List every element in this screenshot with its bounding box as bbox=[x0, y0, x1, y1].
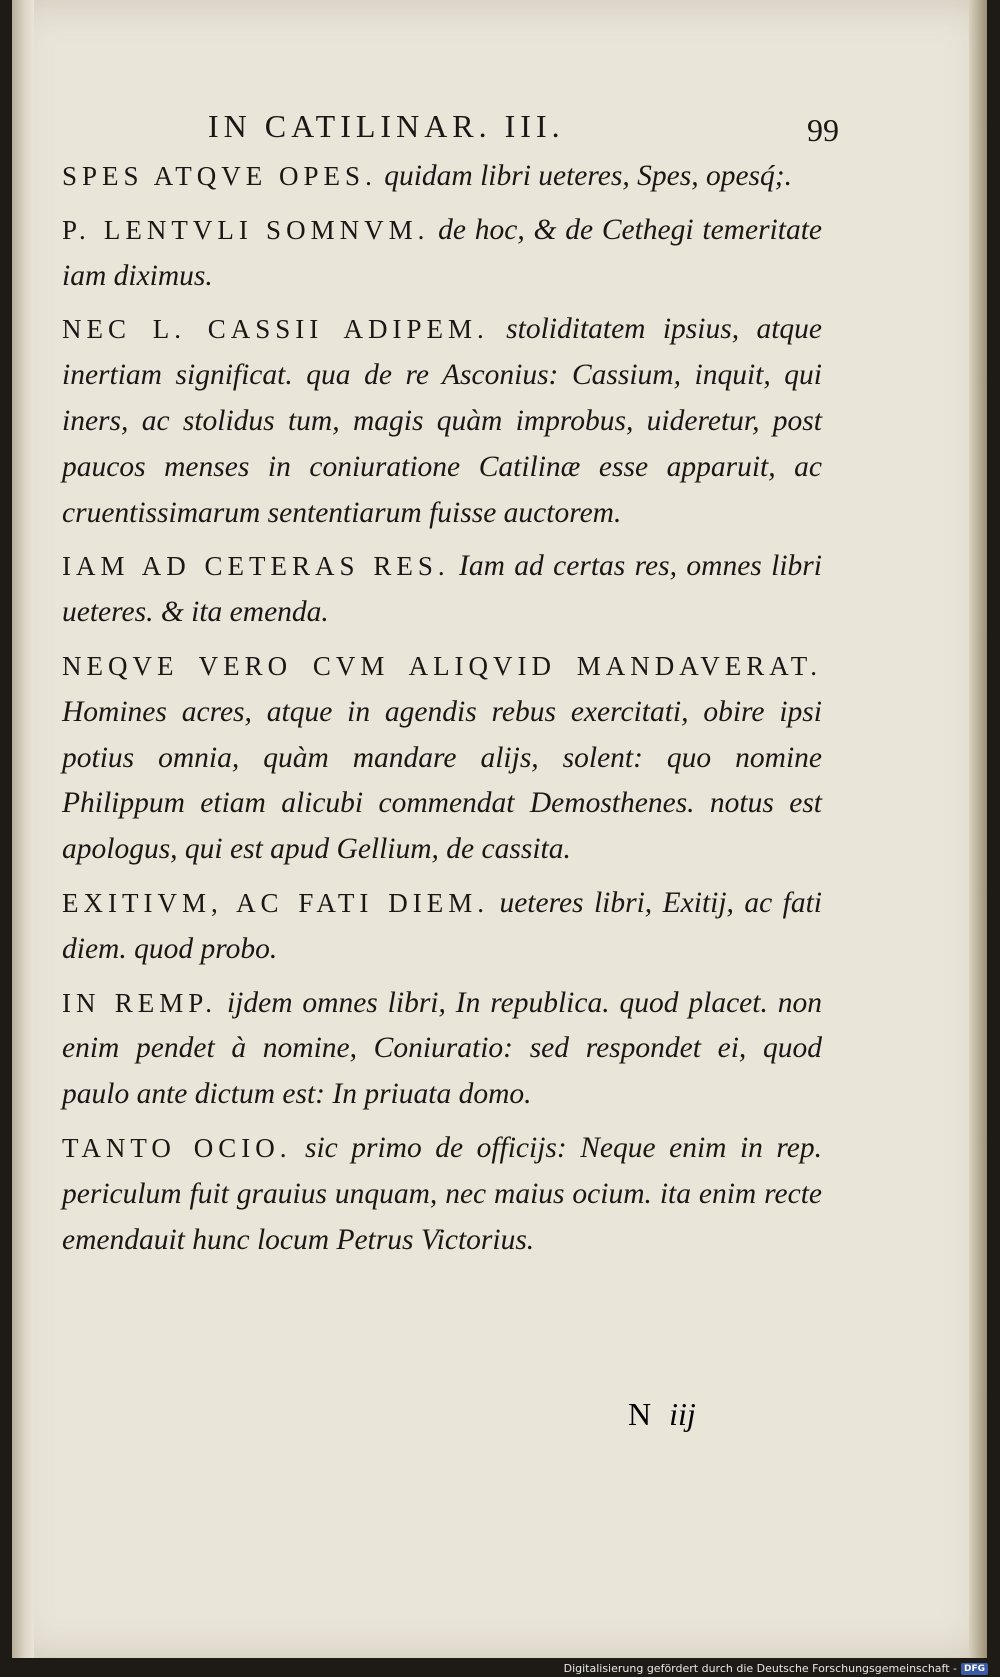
page-gutter-shadow bbox=[12, 0, 34, 1658]
running-title: IN CATILINAR. III. bbox=[208, 108, 565, 144]
entry-gloss: ijdem omnes libri, In republica. quod placet. non enim pendet à nomine, Coniuratio: sed respondet ei, quod paulo ante dictum est: In priuata domo. bbox=[62, 986, 822, 1111]
digitization-credit bbox=[564, 1662, 988, 1675]
commentary-entry bbox=[62, 208, 822, 300]
running-head bbox=[62, 108, 839, 154]
entry-lemma: IN REMP. bbox=[62, 987, 218, 1018]
commentary-entry bbox=[62, 307, 822, 536]
signature-number: iij bbox=[669, 1396, 696, 1432]
entry-lemma: TANTO OCIO. bbox=[62, 1132, 292, 1163]
entry-gloss: Iam ad certas res, omnes libri ueteres. & ita emenda. bbox=[62, 550, 822, 629]
entry-lemma: EXITIVM, AC FATI DIEM. bbox=[62, 887, 489, 918]
entry-lemma: NEQVE VERO CVM ALIQVID MANDAVERAT. bbox=[62, 650, 822, 681]
book-page bbox=[12, 0, 987, 1658]
commentary-entry bbox=[62, 544, 822, 636]
commentary-entry bbox=[62, 1126, 822, 1263]
entry-gloss: Homines acres, atque in agendis rebus exercitati, obire ipsi potius omnia, quàm mandare alijs, solent: quo nomine Philippum etiam alicubi commendat Demosthenes. notus est apologus, qui est apud Gellium, de cassita. bbox=[62, 695, 822, 866]
entry-gloss: quidam libri ueteres, Spes, opesq́;. bbox=[376, 160, 792, 192]
page-edge-shadow bbox=[969, 0, 987, 1658]
commentary-entry bbox=[62, 154, 822, 200]
entry-gloss: sic primo de officijs: Neque enim in rep. periculum fuit grauius unquam, nec maius ocium. ita enim recte emendauit hunc locum Petrus Victorius. bbox=[62, 1131, 823, 1256]
entry-lemma: IAM AD CETERAS RES. bbox=[62, 551, 450, 582]
entry-gloss: de hoc, & de Cethegi temeritate iam diximus. bbox=[62, 213, 822, 292]
commentary-entry bbox=[62, 881, 822, 973]
entry-gloss: ueteres libri, Exitij, ac fati diem. quod probo. bbox=[62, 886, 822, 965]
entry-gloss: stoliditatem ipsius, atque inertiam significat. qua de re Asconius: Cassium, inquit, qui iners, ac stolidus tum, magis quàm improbus, uideretur, post paucos menses in coniuratione Catilinæ esse apparuit, ac cruentissimarum sententiarum fuisse auctorem. bbox=[62, 313, 823, 529]
folio-number: 99 bbox=[807, 112, 839, 148]
text-block bbox=[62, 108, 839, 1271]
dfg-logo: DFG bbox=[961, 1663, 988, 1675]
commentary-entry bbox=[62, 644, 822, 873]
signature-mark bbox=[628, 1396, 696, 1433]
digitization-credit-text: Digitalisierung gefördert durch die Deutsche Forschungsgemeinschaft - bbox=[563, 1662, 957, 1675]
signature-letter: N bbox=[628, 1396, 652, 1432]
entry-lemma: SPES ATQVE OPES. bbox=[62, 161, 377, 191]
entry-lemma: P. LENTVLI SOMNVM. bbox=[62, 214, 430, 245]
entry-lemma: NEC L. CASSII ADIPEM. bbox=[62, 314, 489, 345]
commentary-entry bbox=[62, 981, 822, 1118]
